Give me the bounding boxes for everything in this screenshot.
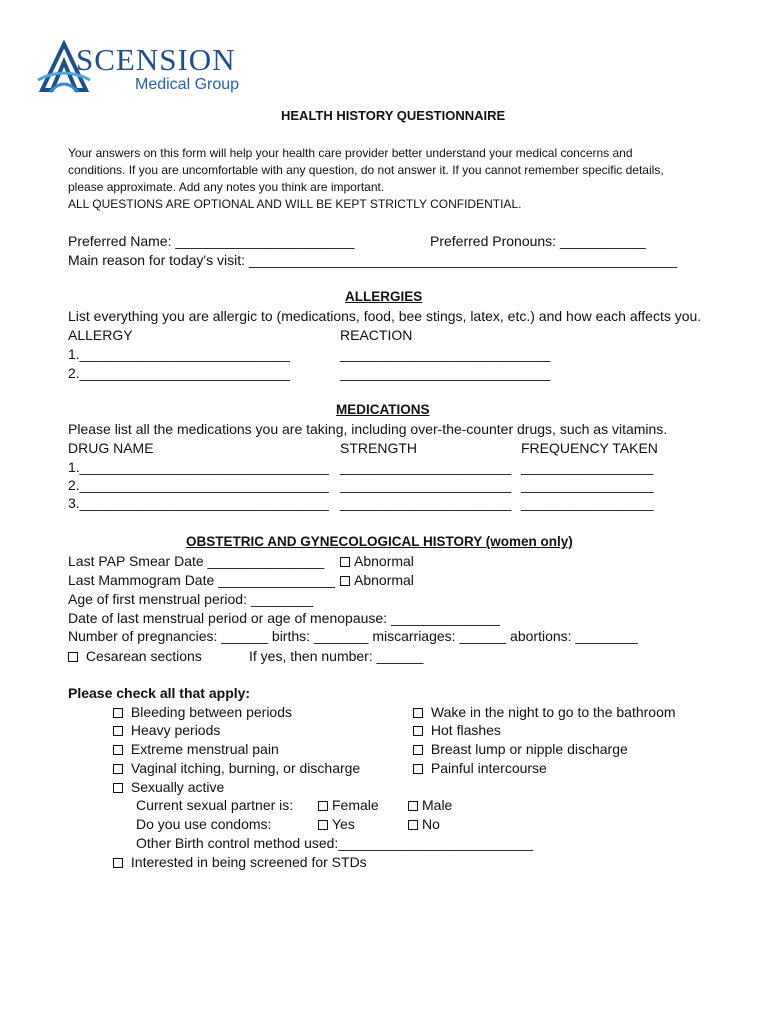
check-menstrual-pain[interactable] [113,741,279,757]
strength-row-3[interactable]: ______________________ [340,495,512,511]
logo-brand-text: SCENSION [76,42,236,77]
obgyn-heading: OBSTETRIC AND GYNECOLOGICAL HISTORY (women only) [186,534,573,549]
checkbox-icon [113,708,123,718]
frequency-row-1[interactable]: _________________ [521,459,654,475]
last-period-field[interactable]: Date of last menstrual period or age of menopause: ______________ [68,610,500,626]
checkbox-icon [408,801,418,811]
intro-line-1: Your answers on this form will help your health care provider better understand your medical concerns and [68,146,633,160]
check-label: Wake in the night to go to the bathroom [430,704,676,720]
preferred-name-field[interactable]: Preferred Name: _______________________ [68,233,355,249]
mammogram-field[interactable]: Last Mammogram Date _______________ [68,572,335,588]
checkbox-icon [113,764,123,774]
check-label: Breast lump or nipple discharge [430,741,628,757]
condoms-yes-checkbox[interactable] [318,816,355,832]
check-vaginal-itching[interactable] [113,760,360,776]
checkbox-icon [413,726,423,736]
preferred-pronouns-field[interactable]: Preferred Pronouns: ___________ [430,233,646,249]
checkbox-icon [340,576,350,586]
drug-row-2[interactable]: 2.________________________________ [68,477,329,493]
checkbox-icon [113,745,123,755]
allergy-column-header: ALLERGY [68,327,133,343]
pap-abnormal-checkbox[interactable] [340,553,414,569]
page-title: HEALTH HISTORY QUESTIONNAIRE [281,108,506,123]
checkbox-icon [318,801,328,811]
check-wake-night[interactable] [413,704,676,720]
drug-row-3[interactable]: 3.________________________________ [68,495,329,511]
condoms-label: Do you use condoms: [136,816,272,832]
check-label: Vaginal itching, burning, or discharge [130,760,361,776]
frequency-row-2[interactable]: _________________ [521,477,654,493]
checkbox-icon [113,726,123,736]
checklist-heading: Please check all that apply: [68,685,251,701]
allergies-heading: ALLERGIES [345,289,423,304]
checkbox-icon [408,820,418,830]
pregnancies-field[interactable]: Number of pregnancies: ______ births: _______ miscarriages: ______ abortions: ________ [68,628,638,644]
drug-row-1[interactable]: 1.________________________________ [68,459,329,475]
no-label: No [422,816,440,832]
checkbox-icon [68,652,78,662]
main-reason-field[interactable]: Main reason for today's visit: _______________________________________________________ [68,252,678,268]
condoms-no-checkbox[interactable] [408,816,440,832]
check-std-screening[interactable] [113,854,367,870]
reaction-row-1[interactable]: ___________________________ [340,346,551,362]
check-breast-lump[interactable] [413,741,628,757]
reaction-column-header: REACTION [340,327,413,343]
strength-row-1[interactable]: ______________________ [340,459,512,475]
check-hot-flashes[interactable] [413,722,501,738]
drug-name-column-header: DRUG NAME [68,440,154,456]
frequency-row-3[interactable]: _________________ [521,495,654,511]
medications-heading: MEDICATIONS [336,402,430,417]
checkbox-icon [413,764,423,774]
mammogram-abnormal-checkbox[interactable] [340,572,414,588]
check-label: Bleeding between periods [130,704,293,720]
cesarean-label: Cesarean sections [85,648,202,664]
female-label: Female [332,797,379,813]
intro-line-3: please approximate. Add any notes you think are important. [68,180,385,194]
check-label: Extreme menstrual pain [130,741,279,757]
checkbox-icon [113,858,123,868]
mammogram-abnormal-label: Abnormal [354,572,414,588]
ascension-logo [34,40,254,98]
checkbox-icon [413,708,423,718]
pap-abnormal-label: Abnormal [354,553,414,569]
checkbox-icon [340,557,350,567]
pap-smear-field[interactable]: Last PAP Smear Date _______________ [68,553,325,569]
check-heavy-periods[interactable] [113,722,220,738]
strength-column-header: STRENGTH [340,440,417,456]
check-label: Painful intercourse [430,760,547,776]
partner-female-checkbox[interactable] [318,797,379,813]
yes-label: Yes [332,816,355,832]
strength-row-2[interactable]: ______________________ [340,477,512,493]
check-label: Hot flashes [430,722,501,738]
first-period-field[interactable]: Age of first menstrual period: ________ [68,591,314,607]
check-sexually-active[interactable] [113,779,224,795]
partner-label: Current sexual partner is: [136,797,294,813]
checkbox-icon [318,820,328,830]
check-painful-intercourse[interactable] [413,760,547,776]
logo-subtitle: Medical Group [135,76,240,93]
intro-line-2: conditions. If you are uncomfortable with any question, do not answer it. If you cannot remember specific details, [68,163,664,177]
medications-instruction: Please list all the medications you are taking, including over-the-counter drugs, such as vitamins. [68,421,668,437]
check-label: Heavy periods [130,722,221,738]
other-birth-control-field[interactable]: Other Birth control method used:_________________________ [136,835,533,851]
check-label: Sexually active [130,779,225,795]
allergy-row-2[interactable]: 2.___________________________ [68,365,290,381]
checkbox-icon [113,783,123,793]
checkbox-icon [413,745,423,755]
intro-line-4: ALL QUESTIONS ARE OPTIONAL AND WILL BE KEPT STRICTLY CONFIDENTIAL. [68,197,522,211]
allergy-row-1[interactable]: 1.___________________________ [68,346,290,362]
reaction-row-2[interactable]: ___________________________ [340,365,551,381]
check-bleeding[interactable] [113,704,292,720]
allergies-instruction: List everything you are allergic to (medications, food, bee stings, latex, etc.) and how each affects you. [68,308,702,324]
cesarean-checkbox[interactable] [68,648,202,664]
check-label: Interested in being screened for STDs [130,854,367,870]
male-label: Male [422,797,453,813]
frequency-column-header: FREQUENCY TAKEN [521,440,658,456]
partner-male-checkbox[interactable] [408,797,452,813]
cesarean-number-field[interactable]: If yes, then number: ______ [249,648,424,664]
